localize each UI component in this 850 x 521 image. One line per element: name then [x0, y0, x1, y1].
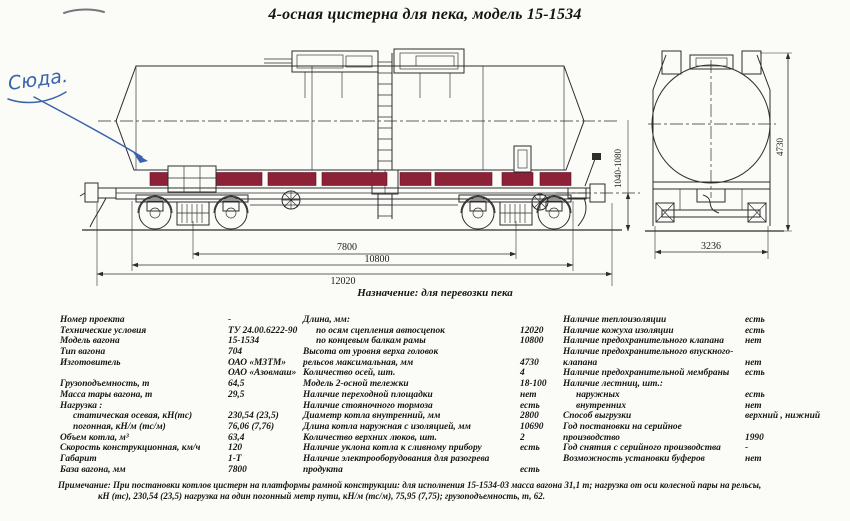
spec-value: 12020 — [520, 325, 544, 336]
spec-row — [303, 336, 561, 347]
arrow-head — [133, 152, 148, 163]
spec-label: Масса тары вагона, т — [60, 389, 153, 400]
bogie-left — [136, 195, 248, 229]
left-coupler — [80, 183, 116, 227]
spec-row — [303, 358, 561, 369]
spec-value: 63,4 — [228, 432, 245, 443]
spec-value: нет — [745, 357, 762, 368]
spec-row — [60, 390, 328, 401]
spec-label: Технические условия — [60, 325, 147, 336]
spec-label: Наличие предохранительной мембраны — [563, 368, 730, 379]
spec-value: есть — [745, 368, 765, 379]
spec-label: Наличие предохранительного клапана — [563, 336, 724, 347]
spec-label: статическая осевая, кН(тс) — [73, 411, 193, 422]
spec-label: Номер проекта — [60, 315, 125, 325]
spec-row — [563, 315, 850, 326]
footnote — [58, 480, 834, 502]
spec-value: 18-100 — [520, 379, 547, 390]
spec-row — [303, 390, 561, 401]
spec-label: Наличие лестниц, шт.: — [563, 379, 663, 390]
spec-value: есть — [520, 443, 540, 454]
spec-value: верхний , нижний — [745, 411, 821, 422]
side-view-dimensions — [97, 201, 612, 287]
spec-value: нет — [745, 336, 762, 347]
spec-row — [303, 465, 561, 476]
spec-row — [563, 368, 850, 379]
spec-row — [303, 433, 561, 444]
page-title: 4-осная цистерна для пека, модель 15-1534 — [268, 6, 582, 23]
spec-row — [563, 326, 850, 337]
spec-row — [60, 315, 328, 326]
spec-value: 76,06 (7,76) — [228, 421, 275, 432]
spec-label: Наличие предохранительного впускного- — [563, 347, 734, 358]
spec-value — [520, 315, 561, 326]
handwritten-annotation — [7, 10, 148, 164]
spec-label: погонная, кН/м (тс/м) — [73, 421, 166, 432]
spec-label: Изготовитель — [60, 357, 121, 368]
spec-column-left — [60, 315, 328, 475]
spec-value: есть — [745, 389, 765, 400]
spec-label: Диаметр котла внутренний, мм — [303, 411, 441, 422]
handwritten-note: Сюда. — [6, 64, 70, 95]
top-platforms — [264, 49, 464, 98]
spec-value: 15-1534 — [228, 336, 260, 347]
spec-row — [563, 454, 850, 465]
spec-label: Наличие стояночного тормоза — [303, 400, 433, 411]
spec-label: Возможность установки буферов — [563, 453, 705, 464]
footnote-line-1: Примечание: При постановки котлов цистерн на платформы рамной конструкции: для исполнения 15-1534-03 масса вагона 31,1 т; нагрузка от оси колесной пары на рельсы, — [58, 480, 762, 490]
spec-column-middle — [303, 315, 561, 475]
spec-column-right — [563, 315, 850, 465]
spec-value: - — [745, 443, 749, 454]
spec-label: Наличие уклона котла к сливному прибору — [303, 443, 482, 454]
spec-value — [745, 379, 850, 390]
spec-row — [60, 336, 328, 347]
spec-value: есть — [520, 400, 540, 411]
spec-label: Наличие переходной площадки — [303, 389, 433, 400]
spec-value: 10800 — [520, 336, 544, 347]
spec-row — [563, 433, 850, 444]
spec-label: Наличие теплоизоляции — [563, 315, 667, 325]
spec-label: по концевым балкам рамы — [316, 336, 426, 347]
spec-row — [563, 422, 850, 433]
spec-label: Количество верхних люков, шт. — [303, 432, 438, 443]
spec-label: Наличие кожуха изоляции — [563, 325, 674, 336]
spec-label: Высота от уровня верха головок — [303, 347, 439, 358]
spec-row — [60, 401, 328, 412]
spec-label: клапана — [563, 357, 598, 368]
spec-value: есть — [745, 325, 765, 336]
spec-label: Модель вагона — [60, 336, 120, 347]
spec-label: Скорость конструкционная, км/ч — [60, 443, 201, 454]
spec-value: - — [228, 315, 232, 325]
spec-row — [60, 358, 328, 369]
spec-label: Тип вагона — [60, 347, 106, 358]
spec-label: Наличие электрооборудования для разогрева — [303, 453, 490, 464]
spec-label: продукта — [303, 464, 343, 475]
spec-value — [745, 422, 850, 433]
spec-value: 230,54 (23,5) — [228, 411, 279, 422]
spec-row — [303, 326, 561, 337]
spec-row — [303, 411, 561, 422]
end-view-drawing — [645, 51, 792, 259]
spec-value: нет — [745, 453, 762, 464]
spec-row — [563, 443, 850, 454]
spec-label: База вагона, мм — [60, 464, 126, 475]
spec-label: по осям сцепления автосцепок — [316, 325, 445, 336]
spec-row — [60, 379, 328, 390]
spec-label: Габарит — [60, 453, 97, 464]
spec-value: ОАО «Азовмаш» — [228, 368, 297, 379]
footnote-line-2: кН (тс), 230,54 (23,5) нагрузка на один погонный метр пути, кН/м (тс/м), 75,95 (7,75); грузоподъемность, т, 62. — [98, 490, 546, 501]
spec-row — [303, 379, 561, 390]
spec-row — [60, 465, 328, 476]
spec-row — [303, 368, 561, 379]
spec-value — [745, 347, 850, 358]
spec-value: ОАО «МЗТМ» — [228, 357, 286, 368]
spec-row — [303, 347, 561, 358]
spec-value: 64,5 — [228, 379, 245, 390]
spec-label: Нагрузка : — [60, 400, 103, 411]
spec-row — [563, 347, 850, 358]
spec-value: 10690 — [520, 421, 544, 432]
spec-row — [303, 454, 561, 465]
brake-handwheel-left — [282, 191, 300, 209]
spec-row — [60, 326, 328, 337]
dimension-bogie-base: 7800 — [337, 242, 357, 253]
pencil-mark — [64, 10, 104, 14]
spec-row — [563, 411, 850, 422]
spec-value: 2 — [520, 432, 525, 443]
spec-label: Год постановки на серийное — [563, 421, 682, 432]
spec-label: Длина котла наружная с изоляцией, мм — [303, 421, 471, 432]
spec-label: Количество осей, шт. — [303, 368, 396, 379]
spec-row — [563, 336, 850, 347]
dimension-frame-length: 10800 — [364, 254, 390, 265]
spec-value — [520, 347, 561, 358]
spec-row — [303, 443, 561, 454]
spec-row — [60, 347, 328, 358]
ladder — [372, 53, 398, 219]
spec-label: производство — [563, 432, 620, 443]
spec-value: ТУ 24.00.6222-90 — [228, 325, 298, 336]
spec-row — [60, 422, 328, 433]
spec-label: Длина, мм: — [303, 315, 350, 325]
spec-value: 29,5 — [228, 389, 245, 400]
spec-value: есть — [520, 464, 540, 475]
spec-label: Способ выгрузки — [563, 411, 632, 422]
spec-value — [520, 454, 561, 465]
spec-value: 7800 — [228, 464, 247, 475]
spec-row — [563, 379, 850, 390]
dimension-end-width: 3236 — [701, 241, 721, 252]
spec-value: есть — [745, 315, 765, 325]
spec-value: 1-Т — [228, 453, 242, 464]
spec-row — [60, 433, 328, 444]
spec-value: 704 — [228, 347, 243, 358]
spec-row — [303, 315, 561, 326]
spec-value: 120 — [228, 443, 243, 454]
purpose-line: Назначение: для перевозки пека — [357, 287, 513, 299]
spec-row — [303, 422, 561, 433]
spec-label — [60, 368, 228, 379]
spec-label: внутренних — [576, 400, 627, 411]
spec-row — [60, 368, 328, 379]
dimension-coupler-height: 1040-1080 — [613, 149, 623, 188]
spec-value: нет — [520, 389, 537, 400]
spec-value: 4730 — [520, 357, 539, 368]
spec-row — [563, 401, 850, 412]
spec-label: Грузоподъемность, т — [60, 379, 150, 390]
spec-row — [303, 401, 561, 412]
spec-row — [60, 443, 328, 454]
spec-value: 1990 — [745, 432, 764, 443]
spec-label: Год снятия с серийного производства — [563, 443, 721, 454]
dimension-coupling-length: 12020 — [330, 276, 356, 287]
spec-value: нет — [745, 400, 762, 411]
handwritten-arrow — [34, 97, 142, 157]
spec-label: Объем котла, м³ — [60, 432, 129, 443]
spec-row — [60, 454, 328, 465]
spec-row — [563, 390, 850, 401]
spec-label: Модель 2-осной тележки — [303, 379, 409, 390]
spec-value: 4 — [520, 368, 525, 379]
signal-flag — [592, 153, 601, 160]
spec-label: наружных — [576, 389, 620, 400]
spec-row — [60, 411, 328, 422]
side-view-drawing — [80, 49, 622, 230]
bogie-right — [459, 195, 571, 229]
spec-row — [563, 358, 850, 369]
dimension-max-height: 4730 — [775, 138, 785, 156]
spec-value: 2800 — [520, 411, 539, 422]
spec-label: рельсов максимальная, мм — [303, 357, 414, 368]
